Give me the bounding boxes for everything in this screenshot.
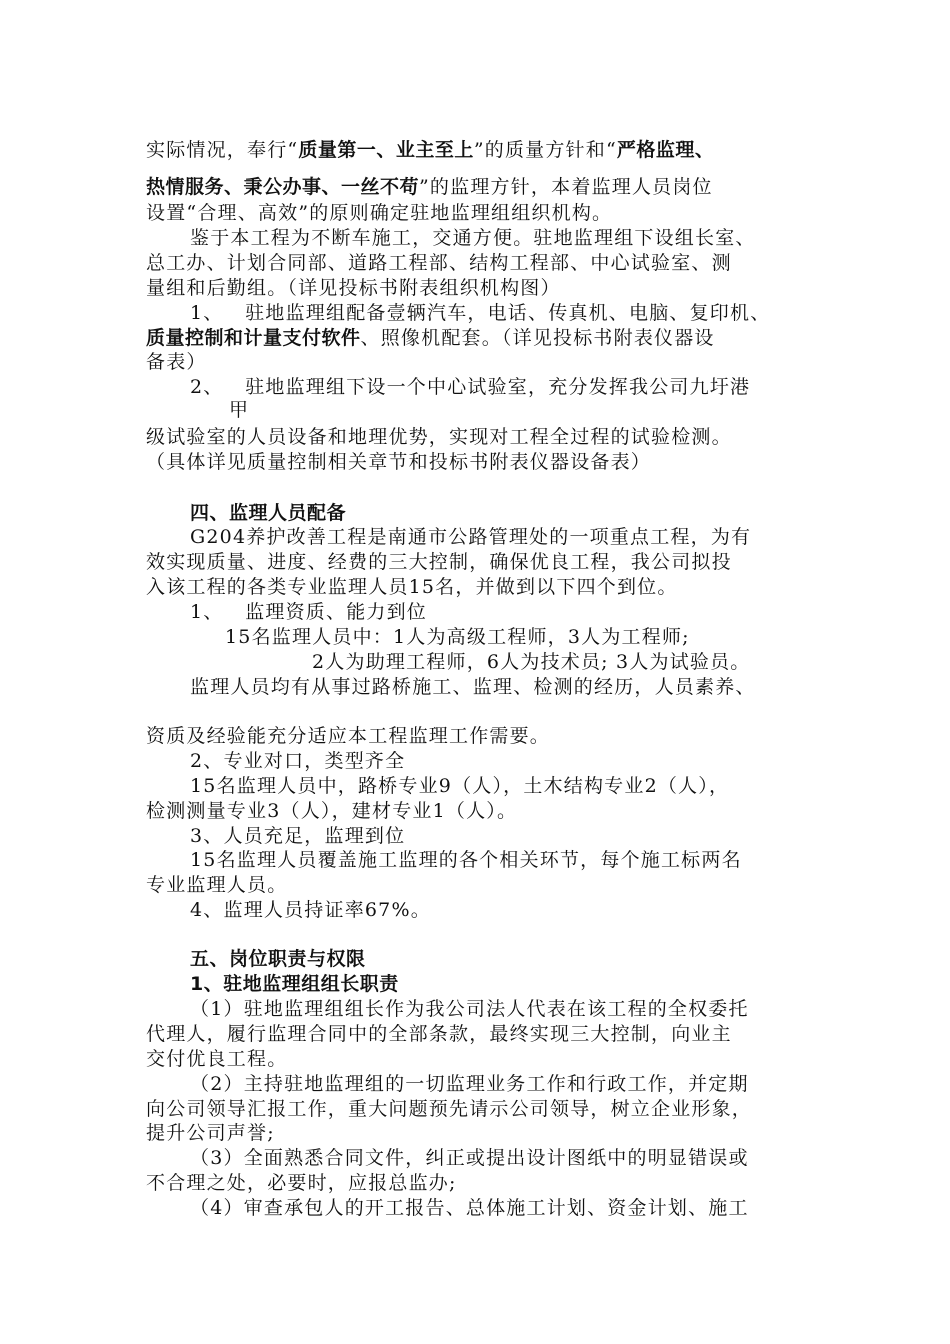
list-item-line: 甲 <box>229 399 250 421</box>
paragraph-line: 检测测量专业3（人），建材专业1（人）。 <box>146 800 518 822</box>
paragraph-line: （3）全面熟悉合同文件，纠正或提出设计图纸中的明显错误或 <box>190 1147 749 1169</box>
paragraph-line: （2）主持驻地监理组的一切监理业务工作和行政工作，并定期 <box>190 1073 749 1095</box>
text-run: ”的监理方针，本着监理人员岗位 <box>419 176 713 198</box>
text-run: ”的质量方针和“ <box>473 139 617 161</box>
text-run: 实际情况，奉行“ <box>146 139 299 161</box>
paragraph-line: 不合理之处，必要时，应报总监办; <box>146 1172 457 1194</box>
paragraph-line: 2人为助理工程师，6人为技术员; 3人为试验员。 <box>312 651 751 673</box>
paragraph-line: 入该工程的各类专业监理人员15名，并做到以下四个到位。 <box>146 576 678 598</box>
paragraph-line: 15名监理人员中，路桥专业9（人），土木结构专业2（人）， <box>190 775 730 797</box>
list-item-line: 级试验室的人员设备和地理优势，实现对工程全过程的试验检测。 <box>146 426 732 448</box>
list-item-line: 1、 驻地监理组配备壹辆汽车，电话、传真机、电脑、复印机、 <box>190 302 771 324</box>
subsection-title: 2、专业对口，类型齐全 <box>190 750 406 772</box>
paragraph-line: 向公司领导汇报工作，重大问题预先请示公司领导，树立企业形象， <box>146 1098 753 1120</box>
bold-text: 严格监理、 <box>616 139 715 161</box>
list-item-line: 2、 驻地监理组下设一个中心试验室，充分发挥我公司九圩港 <box>190 376 751 398</box>
section-heading: 五、岗位职责与权限 <box>190 948 366 970</box>
subsection-title: 4、监理人员持证率67%。 <box>190 899 431 921</box>
subsection-title: 3、人员充足，监理到位 <box>190 825 406 847</box>
subsection-title: 1、 监理资质、能力到位 <box>190 601 428 623</box>
bold-text: 质量控制和计量支付软件 <box>146 327 361 349</box>
paragraph-line: 资质及经验能充分适应本工程监理工作需要。 <box>146 725 551 747</box>
list-item-line: （具体详见质量控制相关章节和投标书附表仪器设备表） <box>146 451 652 473</box>
text-run: 、照像机配套。（详见投标书附表仪器设 <box>360 327 715 349</box>
paragraph-line: 15名监理人员覆盖施工监理的各个相关环节，每个施工标两名 <box>190 849 742 871</box>
paragraph-line: 量组和后勤组。（详见投标书附表组织机构图） <box>146 277 561 299</box>
paragraph-line: 提升公司声誉; <box>146 1122 275 1144</box>
paragraph-line: 鉴于本工程为不断车施工，交通方便。驻地监理组下设组长室、 <box>190 227 756 249</box>
list-item-line <box>146 325 715 351</box>
bold-text: 质量第一、业主至上 <box>298 139 474 161</box>
paragraph-line: 代理人，履行监理合同中的全部条款，最终实现三大控制，向业主 <box>146 1023 732 1045</box>
paragraph-line: 效实现质量、进度、经费的三大控制，确保优良工程，我公司拟投 <box>146 551 732 573</box>
paragraph-line <box>146 137 714 163</box>
paragraph-line: （4）审查承包人的开工报告、总体施工计划、资金计划、施工 <box>190 1197 749 1219</box>
bold-text: 热情服务、秉公办事、一丝不苟 <box>146 176 420 198</box>
paragraph-line: （1）驻地监理组组长作为我公司法人代表在该工程的全权委托 <box>190 998 749 1020</box>
paragraph-line: 监理人员均有从事过路桥施工、监理、检测的经历，人员素养、 <box>190 676 756 698</box>
paragraph-line: G204养护改善工程是南通市公路管理处的一项重点工程，为有 <box>190 526 752 548</box>
subsection-heading: 1、驻地监理组组长职责 <box>190 973 399 995</box>
paragraph-line: 设置“合理、高效”的原则确定驻地监理组组织机构。 <box>146 202 613 224</box>
paragraph-line: 总工办、计划合同部、道路工程部、结构工程部、中心试验室、测 <box>146 252 732 274</box>
paragraph-line: 交付优良工程。 <box>146 1048 288 1070</box>
section-heading: 四、监理人员配备 <box>190 502 347 524</box>
paragraph-line <box>146 174 713 200</box>
paragraph-line: 15名监理人员中：1人为高级工程师，3人为工程师; <box>225 626 690 648</box>
list-item-line: 备表） <box>146 351 207 373</box>
paragraph-line: 专业监理人员。 <box>146 874 288 896</box>
